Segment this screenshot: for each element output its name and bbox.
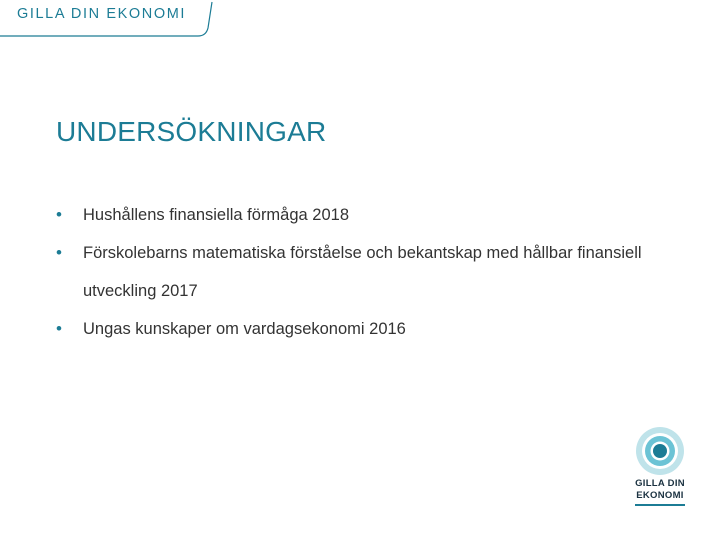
logo-underline: [635, 504, 685, 506]
bullet-dot-icon: •: [56, 205, 62, 224]
slide-title: UNDERSÖKNINGAR: [56, 116, 327, 147]
logo-text-line1: GILLA DIN: [635, 478, 685, 489]
bullet-item: [56, 234, 656, 310]
bullet-item: [56, 310, 656, 348]
concentric-circles-icon: [629, 425, 691, 477]
header-brand-text: GILLA DIN EKONOMI: [17, 6, 187, 22]
bullet-list: [56, 196, 656, 348]
bullet-text: Ungas kunskaper om vardagsekonomi 2016: [83, 320, 406, 338]
bullet-dot-icon: •: [56, 243, 62, 262]
bullet-item: [56, 196, 656, 234]
bullet-dot-icon: •: [56, 319, 62, 338]
bullet-text: Förskolebarns matematiska förståelse och bekantskap med hållbar finansiell utveckling 2017: [83, 244, 642, 300]
header-brand: [0, 0, 215, 40]
gilla-din-ekonomi-logo: [629, 425, 691, 509]
logo-text-line2: EKONOMI: [636, 490, 684, 501]
bullet-text: Hushållens finansiella förmåga 2018: [83, 206, 349, 224]
